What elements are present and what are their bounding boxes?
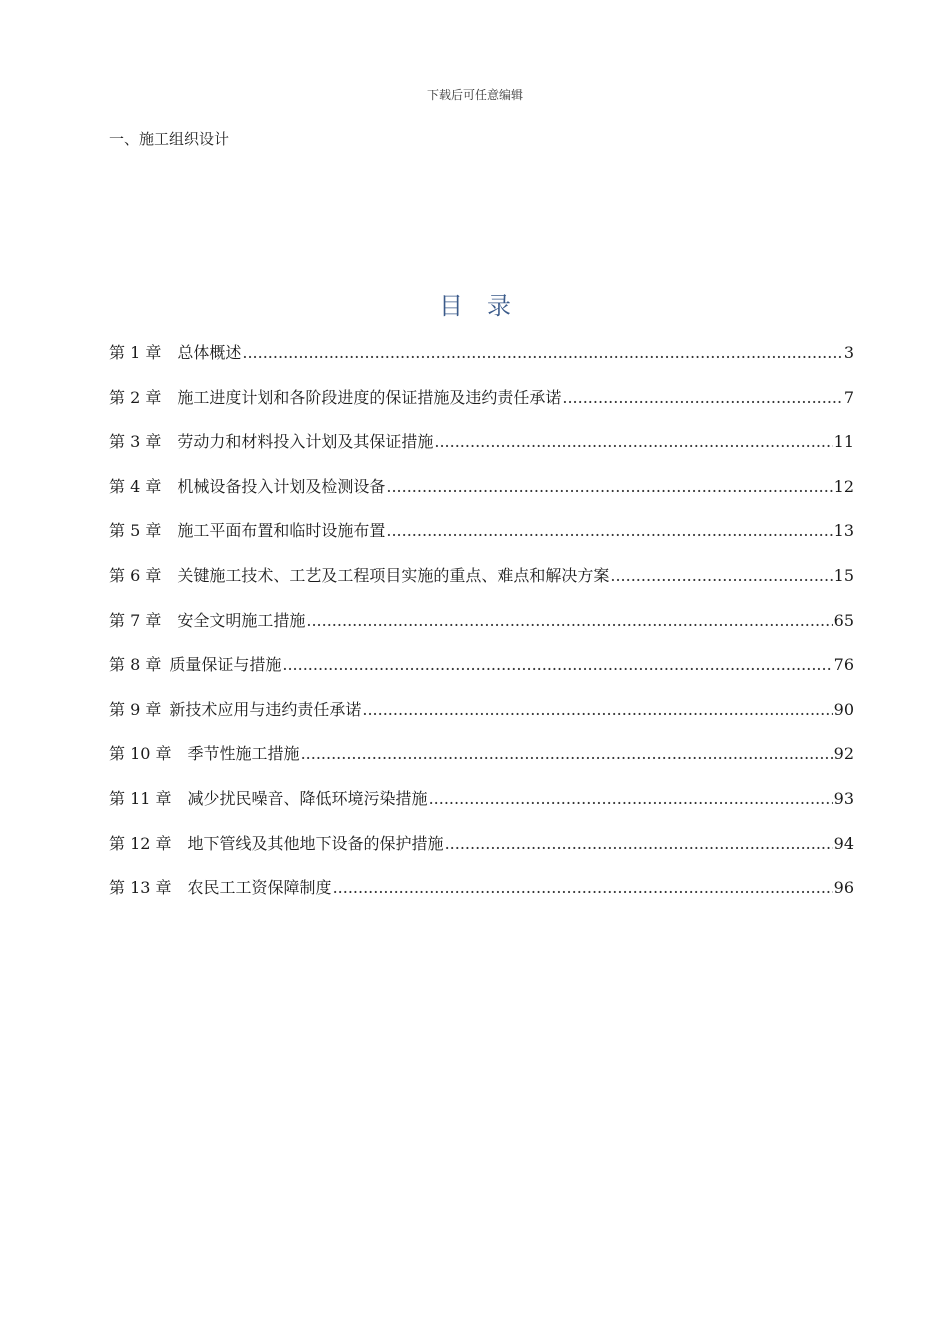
toc-chapter-number: 第 5 章 [109, 521, 162, 541]
toc-entry[interactable] [109, 429, 854, 474]
toc-dot-leader [610, 566, 832, 585]
toc-page-number: 3 [843, 343, 854, 362]
toc-chapter-title: 劳动力和材料投入计划及其保证措施 [177, 432, 434, 452]
toc-chapter-number: 第 2 章 [109, 387, 162, 407]
toc-entry[interactable] [109, 875, 854, 920]
toc-chapter-number: 第 13 章 [109, 878, 172, 898]
toc-dot-leader [333, 878, 833, 897]
toc-entry[interactable] [109, 697, 854, 742]
toc-chapter-title: 季节性施工措施 [187, 744, 300, 764]
toc-entry[interactable] [109, 563, 854, 608]
toc-chapter-title: 总体概述 [177, 343, 242, 362]
toc-chapter-number: 第 1 章 [109, 343, 162, 362]
toc-chapter-title: 农民工工资保障制度 [187, 878, 332, 898]
toc-entry[interactable] [109, 741, 854, 786]
toc-entry[interactable] [109, 385, 854, 430]
toc-entry[interactable] [109, 608, 854, 653]
toc-chapter-title: 新技术应用与违约责任承诺 [169, 699, 362, 719]
toc-chapter-number: 第 11 章 [109, 788, 172, 808]
toc-chapter-number: 第 4 章 [109, 476, 162, 496]
section-heading: 一、施工组织设计 [109, 130, 230, 148]
toc-dot-leader [301, 744, 833, 763]
toc-page-number: 92 [833, 744, 854, 764]
table-of-contents [109, 340, 854, 920]
toc-dot-leader [386, 477, 832, 496]
toc-dot-leader [434, 432, 832, 451]
toc-chapter-title: 地下管线及其他地下设备的保护措施 [187, 833, 444, 853]
toc-dot-leader [429, 789, 833, 808]
toc-page-number: 13 [833, 521, 854, 541]
toc-page-number: 90 [833, 699, 854, 719]
toc-dot-leader [242, 343, 842, 362]
toc-page-number: 93 [833, 788, 854, 808]
toc-dot-leader [386, 521, 832, 540]
toc-chapter-number: 第 9 章 [109, 699, 162, 719]
toc-page-number: 94 [833, 833, 854, 853]
toc-dot-leader [445, 834, 833, 853]
toc-chapter-title: 机械设备投入计划及检测设备 [177, 476, 386, 496]
toc-chapter-number: 第 10 章 [109, 744, 172, 764]
toc-entry[interactable] [109, 340, 854, 385]
toc-entry[interactable] [109, 786, 854, 831]
toc-dot-leader [562, 388, 842, 407]
toc-page-number: 76 [833, 655, 854, 675]
toc-chapter-number: 第 7 章 [109, 610, 162, 630]
toc-entry[interactable] [109, 831, 854, 876]
toc-chapter-number: 第 8 章 [109, 655, 162, 675]
toc-chapter-title: 施工进度计划和各阶段进度的保证措施及违约责任承诺 [177, 387, 562, 407]
toc-page-number: 11 [833, 432, 854, 452]
toc-dot-leader [282, 655, 832, 674]
toc-title: 目录 [439, 292, 535, 320]
toc-page-number: 65 [833, 610, 854, 630]
toc-chapter-title: 关键施工技术、工艺及工程项目实施的重点、难点和解决方案 [177, 565, 610, 585]
toc-page-number: 12 [833, 476, 854, 496]
toc-dot-leader [362, 700, 832, 719]
header-note: 下载后可任意编辑 [426, 88, 523, 102]
toc-chapter-number: 第 6 章 [109, 565, 162, 585]
toc-entry[interactable] [109, 474, 854, 519]
toc-chapter-number: 第 3 章 [109, 432, 162, 452]
toc-entry[interactable] [109, 652, 854, 697]
toc-chapter-title: 减少扰民噪音、降低环境污染措施 [187, 788, 428, 808]
toc-page-number: 15 [833, 565, 854, 585]
toc-chapter-title: 质量保证与措施 [169, 655, 282, 675]
toc-chapter-title: 施工平面布置和临时设施布置 [177, 521, 386, 541]
toc-chapter-number: 第 12 章 [109, 833, 172, 853]
toc-chapter-title: 安全文明施工措施 [177, 610, 306, 630]
toc-entry[interactable] [109, 518, 854, 563]
toc-page-number: 7 [843, 387, 854, 407]
toc-dot-leader [306, 611, 832, 630]
toc-page-number: 96 [833, 878, 854, 898]
